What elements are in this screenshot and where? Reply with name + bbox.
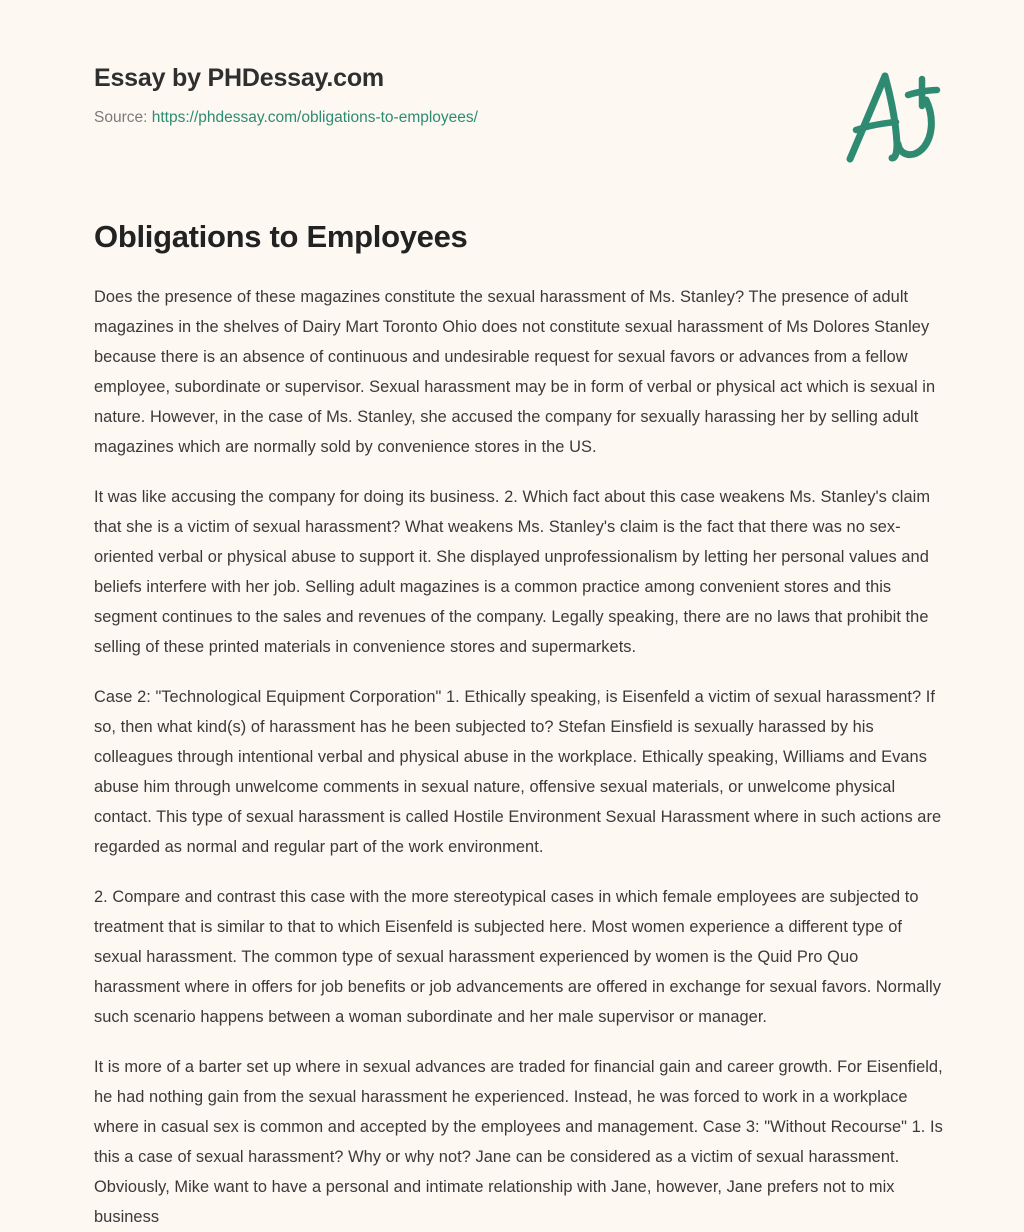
brand-title: Essay by PHDessay.com bbox=[94, 64, 384, 92]
page-header bbox=[94, 63, 934, 129]
a-plus-logo bbox=[838, 62, 948, 167]
paragraph: It was like accusing the company for doing its business. 2. Which fact about this case weakens Ms. Stanley's claim that she is a victim of sexual harassment? What weakens Ms. Stanley's claim is the fact that there was no sex-oriented verbal or physical abuse to support it. She displayed unprofessionalism by letting her personal values and beliefs interfere with her job. Selling adult magazines is a common practice among convenient stores and this segment continues to the sales and revenues of the company. Legally speaking, there are no laws that prohibit the selling of these printed materials in convenience stores and supermarkets. bbox=[94, 488, 931, 656]
page-title: Obligations to Employees bbox=[94, 219, 468, 254]
paragraph: It is more of a barter set up where in sexual advances are traded for financial gain and career growth. For Eisenfield, he had nothing gain from the sexual harassment he experienced. Instead, he was forced to work in a workplace where in casual sex is common and accepted by the employees and management. Case 3: "Without Recourse" 1. Is this a case of sexual harassment? Why or why not? Jane can be considered as a victim of sexual harassment. Obviously, Mike want to have a personal and intimate relationship with Jane, however, Jane prefers not to mix business bbox=[94, 1058, 943, 1226]
paragraph: Does the presence of these magazines constitute the sexual harassment of Ms. Stanley? The presence of adult magazines in the shelves of Dairy Mart Toronto Ohio does not constitute sexual harassment of Ms Dolores Stanley because there is an absence of continuous and undesirable request for sexual favors or advances from a fellow employee, subordinate or supervisor. Sexual harassment may be in form of verbal or physical act which is sexual in nature. However, in the case of Ms. Stanley, she accused the company for sexually harassing her by selling adult magazines which are normally sold by convenience stores in the US. bbox=[94, 288, 936, 456]
source-line bbox=[94, 107, 934, 129]
essay-body bbox=[94, 282, 946, 1232]
a-plus-icon bbox=[838, 62, 948, 167]
paragraph: 2. Compare and contrast this case with the more stereotypical cases in which female employees are subjected to treatment that is similar to that to which Eisenfeld is subjected here. Most women experience a different type of sexual harassment. The common type of sexual harassment experienced by women is the Quid Pro Quo harassment where in offers for job benefits or job advancements are offered in exchange for sexual favors. Normally such scenario happens between a woman subordinate and her male supervisor or manager. bbox=[94, 888, 941, 1026]
paragraph: Case 2: "Technological Equipment Corporation" 1. Ethically speaking, is Eisenfeld a victim of sexual harassment? If so, then what kind(s) of harassment has he been subjected to? Stefan Einsfield is sexually harassed by his colleagues through intentional verbal and physical abuse in the workplace. Ethically speaking, Williams and Evans abuse him through unwelcome comments in sexual nature, offensive sexual materials, or unwelcome physical contact. This type of sexual harassment is called Hostile Environment Sexual Harassment where in such actions are regarded as normal and regular part of the work environment. bbox=[94, 688, 942, 856]
source-url-link[interactable]: https://phdessay.com/obligations-to-employees/ bbox=[151, 109, 478, 126]
source-label: Source: bbox=[94, 109, 148, 126]
